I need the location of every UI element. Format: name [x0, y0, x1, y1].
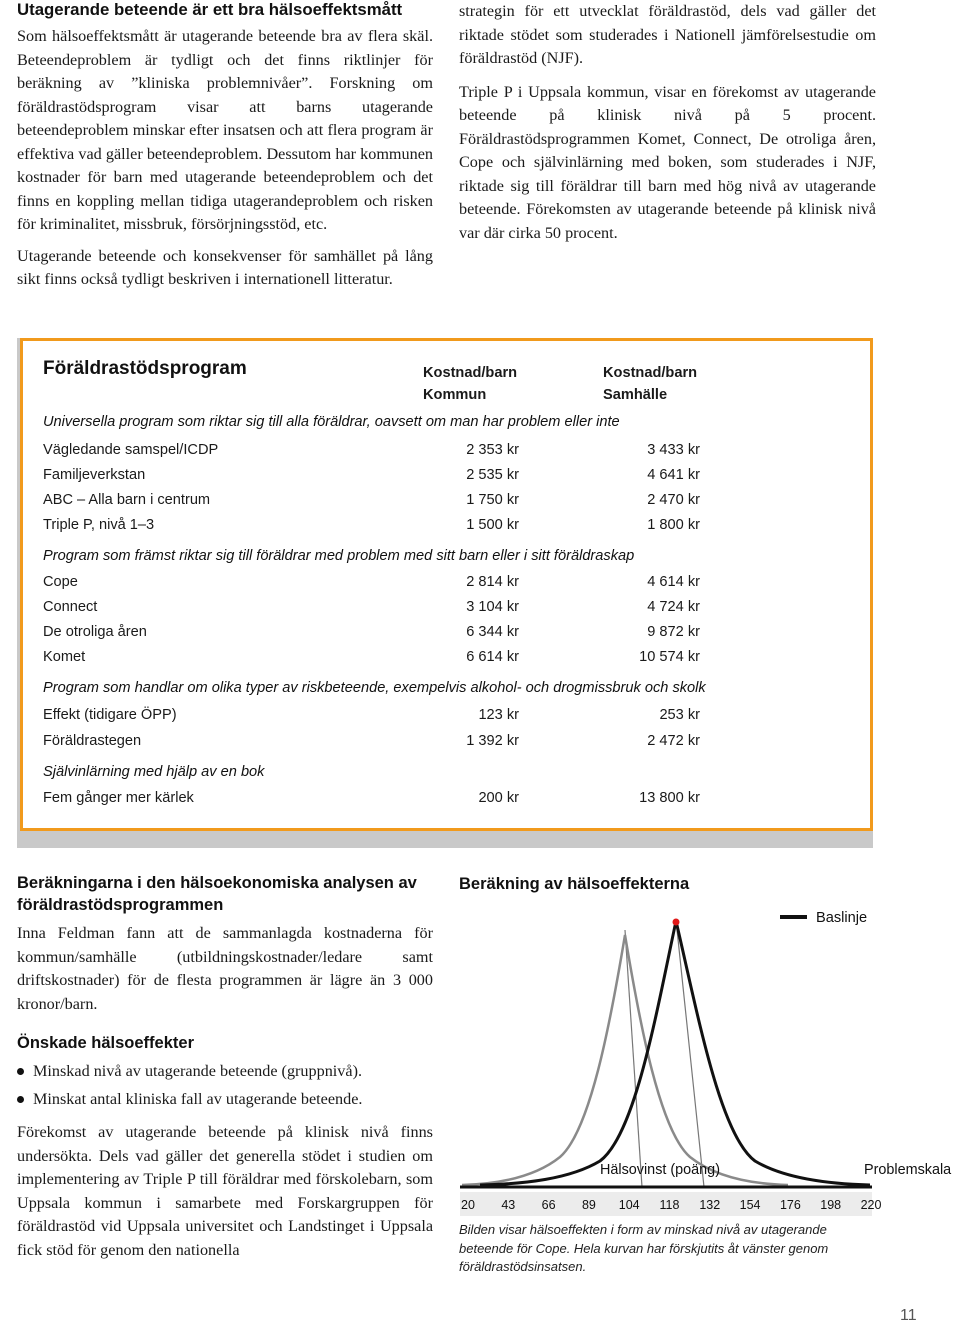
section-heading: Beräkningarna i den hälsoekonomiska analysen av föräldrastödsprogrammen [17, 874, 417, 914]
figure-heading: Beräkning av hälsoeffekterna [459, 875, 690, 893]
shifted-curve [462, 935, 788, 1185]
tick-label: 132 [699, 1198, 721, 1212]
health-effect-figure [440, 895, 960, 1225]
cost-samhalle: 4 724 kr [647, 599, 700, 615]
program-name: Connect [43, 599, 98, 615]
body-paragraph: Utagerande beteende och konsekvenser för samhället på lång sikt finns också tydligt beskriven i internationell litteratur. [17, 246, 433, 288]
cost-kommun: 6 344 kr [466, 624, 519, 640]
tick-label: 176 [779, 1198, 801, 1212]
body-paragraph: Som hälsoeffektsmått är utagerande beteende bra av flera skäl. Beteendeproblem är tydligt och det finns riktlinjer för beräkning av ”kliniska problemnivåer”. Forskning om föräldrastödsprogram visar att barns utagerande beteendeproblem minskar efter insatsen och att flera program är effektiva vad gäller beteendeproblem. Dessutom har kommunen kostnader för barn med utagerande beteendeproblem och det finns en koppling mellan tidiga utagerandeproblem och risken för kriminalitet, missbruk, försörjningsstöd, etc. [17, 27, 433, 233]
cost-table-box [17, 338, 873, 848]
tick-label: 66 [541, 1198, 556, 1212]
cost-samhalle: 3 433 kr [647, 442, 700, 458]
page-number: 11 [900, 1307, 917, 1324]
program-name: Cope [43, 574, 78, 590]
body-paragraph: strategin för ett utvecklat föräldrastöd, dels vad gäller det riktade stödet som studerades i Nationell jämförelsestudie om föräldrastöd (NJF). [459, 2, 876, 67]
column-header-kommun [423, 362, 517, 406]
table-title: Föräldrastödsprogram [43, 358, 247, 379]
cost-kommun: 3 104 kr [466, 599, 519, 615]
cost-kommun: 2 814 kr [466, 574, 519, 590]
cost-samhalle: 4 641 kr [647, 467, 700, 483]
body-paragraph: Inna Feldman fann att de sammanlagda kostnaderna för kommun/samhälle (utbildningskostnader/ledare samt driftskostnader) för de flesta programmen är lägre än 3 000 kronor/barn. [17, 924, 433, 1013]
bullet-icon [17, 1068, 24, 1075]
tick-label: 20 [461, 1198, 475, 1212]
baseline-curve [480, 921, 870, 1185]
legend-label: Baslinje [816, 910, 868, 926]
cost-samhalle: 253 kr [659, 707, 700, 723]
cost-table [20, 338, 873, 831]
bullet-icon [17, 1096, 24, 1103]
program-name: ABC – Alla barn i centrum [43, 492, 211, 508]
figure-caption: Bilden visar hälsoeffekten i form av minskad nivå av utagerande beteende för Cope. Hela kurvan har förskjutits åt vänster genom föräldrastödsinsatsen. [459, 1222, 829, 1274]
cost-kommun: 6 614 kr [466, 649, 519, 665]
tick-label: 154 [739, 1198, 761, 1212]
right-top-column [459, 0, 876, 245]
x-axis-right-label: Problemskala [864, 1162, 952, 1178]
body-paragraph: Förekomst av utagerande beteende på klinisk nivå finns undersökta. Dels vad gäller det generella stödet i studien om implementering av Triple P till föräldrar med förskolebarn, som Uppsala kommun i samarbete med Forskargruppen för föräldrastöd vid Uppsala universitet och Landstinget i Uppsala fick stöd för genom den nationella [17, 1123, 433, 1259]
cost-samhalle: 1 800 kr [647, 517, 700, 533]
list-item [17, 1085, 433, 1113]
bullet-list [17, 1057, 433, 1113]
cost-samhalle: 9 872 kr [647, 624, 700, 640]
cost-kommun: 1 392 kr [466, 733, 519, 749]
table-section-heading: Självinlärning med hjälp av en bok [43, 764, 265, 780]
reference-line [625, 930, 642, 1187]
list-item [17, 1057, 433, 1085]
cost-kommun: 2 353 kr [466, 442, 519, 458]
list-item-text: Minskat antal kliniska fall av utagerande beteende. [33, 1090, 363, 1108]
column-header-line: Kostnad/barn [423, 365, 518, 381]
program-name: Föräldrastegen [43, 733, 142, 749]
cost-kommun: 2 535 kr [466, 467, 519, 483]
table-section-heading: Program som främst riktar sig till föräldrar med problem med sitt barn eller i sitt föräldraskap [43, 548, 635, 564]
section-heading: Utagerande beteende är ett bra hälsoeffektsmått [17, 0, 403, 19]
column-header-line: Samhälle [603, 387, 668, 403]
program-name: Komet [43, 649, 86, 665]
bottom-left-column [17, 872, 433, 1262]
column-header-samhalle [603, 362, 697, 406]
tick-label: 43 [501, 1198, 516, 1212]
column-header-line: Kostnad/barn [603, 365, 698, 381]
cost-kommun: 123 kr [478, 707, 519, 723]
program-name: De otroliga åren [43, 624, 147, 640]
table-section-heading: Program som handlar om olika typer av riskbeteende, exempelvis alkohol- och drogmissbruk och skolk [43, 680, 706, 696]
cost-kommun: 1 750 kr [466, 492, 519, 508]
tick-label: 118 [659, 1198, 680, 1212]
cost-kommun: 200 kr [478, 790, 519, 806]
cost-samhalle: 10 574 kr [639, 649, 700, 665]
program-name: Fem gånger mer kärlek [43, 790, 194, 806]
program-name: Effekt (tidigare ÖPP) [43, 707, 177, 723]
cost-samhalle: 4 614 kr [647, 574, 700, 590]
x-axis-caption: Hälsovinst (poäng) [600, 1162, 720, 1178]
cost-samhalle: 13 800 kr [639, 790, 700, 806]
body-paragraph: Triple P i Uppsala kommun, visar en förekomst av utagerande beteende på klinisk nivå på 5 procent. Föräldrastödsprogrammen Komet, Connect, De otroliga åren, Cope och självinlärning med boken, som studerades i NJF, riktade sig till föräldrar till barn med hög nivå av utagerande beteende. Förekomsten av utagerande beteende på klinisk nivå var där cirka 50 procent. [459, 82, 876, 242]
list-item-text: Minskad nivå av utagerande beteende (gruppnivå). [33, 1062, 363, 1080]
program-name: Triple P, nivå 1–3 [43, 517, 155, 533]
tick-label: 198 [820, 1198, 842, 1212]
column-header-line: Kommun [423, 387, 487, 403]
section-heading: Önskade hälsoeffekter [17, 1034, 194, 1052]
tick-label: 104 [618, 1198, 640, 1212]
left-top-column [17, 0, 433, 292]
tick-label: 220 [860, 1198, 882, 1212]
program-name: Familjeverkstan [43, 467, 146, 483]
program-name: Vägledande samspel/ICDP [43, 442, 219, 458]
cost-samhalle: 2 472 kr [647, 733, 700, 749]
cost-samhalle: 2 470 kr [647, 492, 700, 508]
peak-marker-icon [673, 919, 680, 926]
cost-kommun: 1 500 kr [466, 517, 519, 533]
table-section-heading: Universella program som riktar sig till alla föräldrar, oavsett om man har problem eller inte [43, 414, 620, 430]
tick-label: 89 [581, 1198, 596, 1212]
